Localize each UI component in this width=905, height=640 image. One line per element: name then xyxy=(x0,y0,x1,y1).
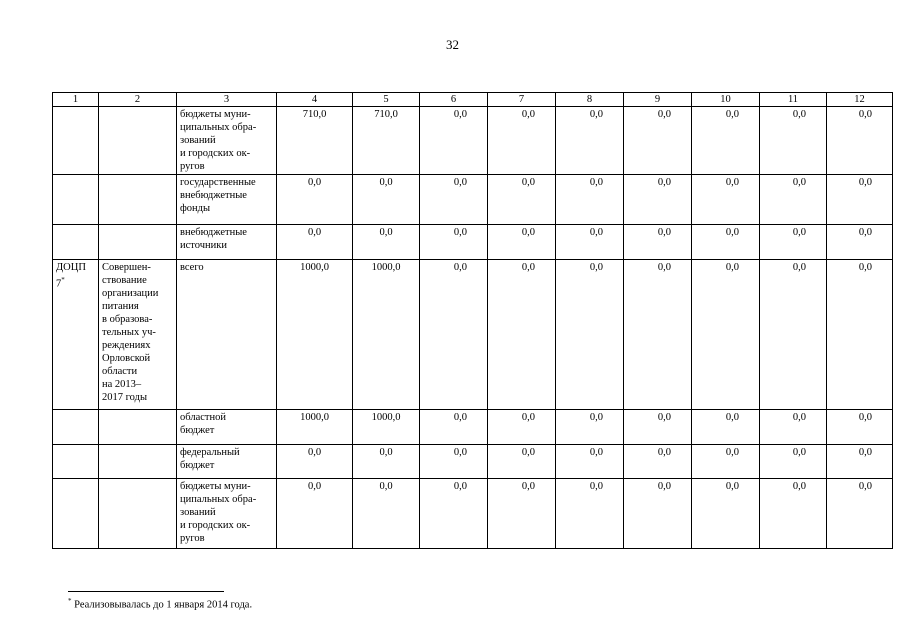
value-cell: 0,0 xyxy=(760,225,827,260)
value-cell: 1000,0 xyxy=(353,260,420,410)
program-code-cell xyxy=(53,445,99,479)
value-cell: 0,0 xyxy=(277,445,353,479)
value-cell: 0,0 xyxy=(692,175,760,225)
program-name-cell xyxy=(99,225,177,260)
funding-source-cell: бюджеты муни- ципальных обра- зований и городских ок- ругов xyxy=(177,107,277,175)
value-cell: 710,0 xyxy=(277,107,353,175)
program-code-cell xyxy=(53,479,99,549)
value-cell: 0,0 xyxy=(353,175,420,225)
value-cell: 0,0 xyxy=(624,225,692,260)
value-cell: 0,0 xyxy=(420,260,488,410)
value-cell: 0,0 xyxy=(624,107,692,175)
value-cell: 0,0 xyxy=(488,410,556,445)
header-cell: 4 xyxy=(277,93,353,107)
footnote-reference: * xyxy=(61,276,65,284)
value-cell: 0,0 xyxy=(692,479,760,549)
footnote-mark: * xyxy=(68,597,72,605)
table-row xyxy=(53,410,893,445)
value-cell: 0,0 xyxy=(353,225,420,260)
value-cell: 0,0 xyxy=(760,260,827,410)
value-cell: 0,0 xyxy=(827,260,893,410)
funding-source-cell: всего xyxy=(177,260,277,410)
value-cell: 1000,0 xyxy=(277,410,353,445)
table-row xyxy=(53,107,893,175)
value-cell: 0,0 xyxy=(760,175,827,225)
value-cell: 0,0 xyxy=(692,410,760,445)
value-cell: 0,0 xyxy=(488,260,556,410)
value-cell: 0,0 xyxy=(760,107,827,175)
value-cell: 0,0 xyxy=(488,479,556,549)
value-cell: 1000,0 xyxy=(353,410,420,445)
value-cell: 0,0 xyxy=(556,225,624,260)
funding-source-cell: государственные внебюджетные фонды xyxy=(177,175,277,225)
table-row xyxy=(53,445,893,479)
program-code-cell xyxy=(53,225,99,260)
header-cell: 8 xyxy=(556,93,624,107)
header-cell: 12 xyxy=(827,93,893,107)
table-row xyxy=(53,479,893,549)
value-cell: 0,0 xyxy=(556,260,624,410)
footnote-separator xyxy=(68,591,224,592)
table-row xyxy=(53,175,893,225)
program-name-cell xyxy=(99,479,177,549)
value-cell: 0,0 xyxy=(692,260,760,410)
value-cell: 0,0 xyxy=(420,175,488,225)
funding-source-cell: федеральный бюджет xyxy=(177,445,277,479)
value-cell: 0,0 xyxy=(556,479,624,549)
value-cell: 0,0 xyxy=(760,410,827,445)
header-cell: 7 xyxy=(488,93,556,107)
value-cell: 0,0 xyxy=(556,410,624,445)
value-cell: 0,0 xyxy=(277,225,353,260)
value-cell: 0,0 xyxy=(488,175,556,225)
value-cell: 0,0 xyxy=(827,175,893,225)
program-code-cell xyxy=(53,175,99,225)
value-cell: 0,0 xyxy=(556,107,624,175)
value-cell: 0,0 xyxy=(692,445,760,479)
value-cell: 0,0 xyxy=(353,445,420,479)
program-name-cell xyxy=(99,445,177,479)
value-cell: 0,0 xyxy=(488,225,556,260)
value-cell: 0,0 xyxy=(420,225,488,260)
program-code-cell xyxy=(53,410,99,445)
value-cell: 0,0 xyxy=(827,445,893,479)
footnote-text: Реализовывалась до 1 января 2014 года. xyxy=(74,599,253,611)
program-name-cell xyxy=(99,175,177,225)
value-cell: 0,0 xyxy=(420,479,488,549)
value-cell: 0,0 xyxy=(692,225,760,260)
program-code-cell: ДОЦП 7* xyxy=(53,260,99,410)
value-cell: 1000,0 xyxy=(277,260,353,410)
value-cell: 0,0 xyxy=(827,225,893,260)
footnote xyxy=(68,597,252,611)
value-cell: 0,0 xyxy=(624,175,692,225)
funding-source-cell: бюджеты муни- ципальных обра- зований и городских ок- ругов xyxy=(177,479,277,549)
header-cell: 9 xyxy=(624,93,692,107)
value-cell: 0,0 xyxy=(624,445,692,479)
header-cell: 2 xyxy=(99,93,177,107)
value-cell: 0,0 xyxy=(277,479,353,549)
header-cell: 11 xyxy=(760,93,827,107)
value-cell: 0,0 xyxy=(760,479,827,549)
budget-table xyxy=(52,92,893,549)
program-name-cell xyxy=(99,410,177,445)
value-cell: 0,0 xyxy=(556,175,624,225)
value-cell: 0,0 xyxy=(420,410,488,445)
value-cell: 710,0 xyxy=(353,107,420,175)
value-cell: 0,0 xyxy=(420,445,488,479)
value-cell: 0,0 xyxy=(277,175,353,225)
value-cell: 0,0 xyxy=(624,260,692,410)
header-cell: 10 xyxy=(692,93,760,107)
value-cell: 0,0 xyxy=(827,479,893,549)
header-cell: 1 xyxy=(53,93,99,107)
value-cell: 0,0 xyxy=(624,479,692,549)
value-cell: 0,0 xyxy=(488,107,556,175)
header-cell: 6 xyxy=(420,93,488,107)
value-cell: 0,0 xyxy=(488,445,556,479)
table-row xyxy=(53,225,893,260)
value-cell: 0,0 xyxy=(692,107,760,175)
funding-source-cell: областной бюджет xyxy=(177,410,277,445)
value-cell: 0,0 xyxy=(420,107,488,175)
program-code-cell xyxy=(53,107,99,175)
page-number: 32 xyxy=(446,37,459,52)
value-cell: 0,0 xyxy=(624,410,692,445)
header-cell: 3 xyxy=(177,93,277,107)
value-cell: 0,0 xyxy=(353,479,420,549)
program-name-cell xyxy=(99,107,177,175)
table-row xyxy=(53,260,893,410)
program-name-cell: Совершен- ствование организации питания в образова- тельных уч- реждениях Орловской области на 2013– 2017 годы xyxy=(99,260,177,410)
value-cell: 0,0 xyxy=(556,445,624,479)
value-cell: 0,0 xyxy=(827,410,893,445)
value-cell: 0,0 xyxy=(827,107,893,175)
header-cell: 5 xyxy=(353,93,420,107)
value-cell: 0,0 xyxy=(760,445,827,479)
funding-source-cell: внебюджетные источники xyxy=(177,225,277,260)
header-row xyxy=(53,93,893,107)
